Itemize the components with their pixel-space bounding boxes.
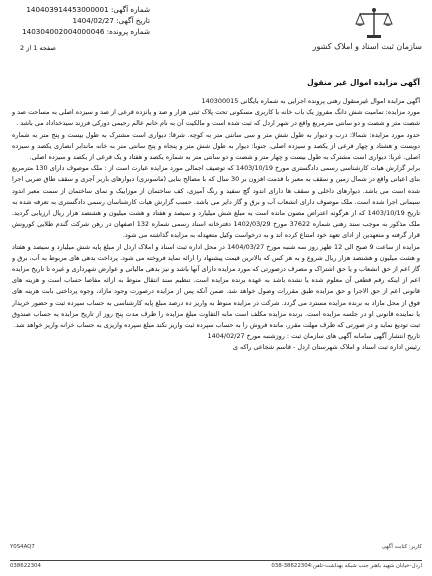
body-paragraph: حدود مورد مزایده: شمالا: درب و دیوار به طول شش متر و سی سانتی متر به کوچه. شرقا: دیواری است مشترک به طول بیست و پنج متر به شماره دویست و هشتاد و چهار فرعی از یکصد و سیزده اصلی. جنوبا: دیوار به طول شش متر و پنجاه و پنج سانتی متر به خانه ماندابر انصاری یکصد و سیزده اصلی. غربا: دیواری است مشترک به طول بیست و چهار متر و شصت و دو سانتی متر به شماره یکصد و هفتاد و یک فرعی از یکصد و سیزده اصلی.	[12, 130, 420, 162]
body-paragraph: مزایده از ساعت 9 صبح الی 12 ظهر روز سه شنبه مورخ 1404/03/27 در محل اداره ثبت اسناد و املاک اردل از مبلغ پایه شش میلیارد و سیصد و هفتاد و هشت میلیون و هشتصد هزار ریال شروع و به هر کس که بالاترین قیمت پیشنهاد را ارائه نماید فروخته می شود. پرداخت بدهی های مربوط به آب، برق و گاز اعم از حق انشعاب و یا حق اشتراک و مصرف درصورتی که مورد مزایده دارای آنها باشد و نیز بدهی مالیاتی و عوارض شهرداری و غیره تا تاریخ مزایده اعم از اینکه رقم قطعی آن معلوم شده یا نشده باشد به عهده برنده مزایده است. تنظیم سند انتقال منوط به ارائه مفاصا حساب است و هزینه های قانونی اعم از حق الاجرا و حق مزایده طبق مقررات وصول خواهد شد. ضمن آنکه پس از مزایده درصورت وجود مازاد، وجوه پرداختی بابت هزینه های فوق از محل مازاد به برنده مزایده مسترد می گردد. شرکت در مزایده منوط به واریز ده درصد مبلغ پایه کارشناسی به حساب سپرده ثبت و حضور خریدار یا نماینده قانونی او در جلسه مزایده است. برنده مزایده مکلف است مابه التفاوت مبلغ مزایده را ظرف مدت پنج روز از تاریخ مزایده به حساب صندوق ثبت تودیع نماید و در صورتی که ظرف مهلت مقرر، مانده فروش را به حساب سپرده ثبت واریز نکند مبلغ سپرده واریزی به حساب خزانه واریز خواهد شد.	[12, 242, 420, 330]
office-phone: 038622304	[10, 563, 41, 569]
org-logo	[307, 6, 422, 62]
publish-date-paragraph: تاریخ انتشار آگهی سامانه آگهی های سازمان ثبت : روزشنبه مورخ 1404/02/27	[207, 332, 420, 341]
case-number: 140304002004000046	[22, 27, 105, 36]
case-number-row	[20, 26, 150, 37]
notice-date: 1404/02/27	[72, 16, 114, 25]
body-paragraph: آگهی مزایده اموال غیرمنقول رهنی پرونده اجرایی به شماره بایگانی 140300015	[201, 97, 420, 105]
office-address: اردل-خیابان شهید باهنر جنب شبکه بهداشت-تلفن:38622304-038	[271, 563, 422, 569]
creator-label: کاربر: کتابت آگهی	[381, 544, 422, 550]
scales-of-justice-icon	[354, 6, 394, 40]
notice-date-label: تاریخ آگهی:	[116, 16, 150, 25]
page-number: صفحه 1 از 2	[20, 44, 56, 52]
org-name: سازمان ثبت اسناد و املاک کشور	[312, 42, 422, 51]
signature-paragraph: رئیس اداره ثبت اسناد و املاک شهرستان اردل - قاسم شجاعی راکه ی	[232, 343, 420, 352]
footer-divider	[10, 560, 422, 561]
notice-body	[12, 96, 420, 476]
notice-meta	[20, 4, 150, 54]
body-paragraph: برابر گزارش هیات کارشناسی رسمی دادگستری مورخ 1403/10/19 که توصیف اجمالی مورد مزایده عبارت است از : ملک موصوف دارای 130 مترمربع بنای اعیانی واقع در شمال زمین و سقف به معبر با قدمت افزون بر 30 سال که با مصالح بنایی (ماسونری) دیوارهای باربر آجری و سقف طاق ضربی اجرا شده است می باشد. دیوارهای داخلی و سقف ها دارای اندود گچ سفید و رنگ آمیزی، کف ساختمان از موزاییک و نمای ساختمان از سمت معبر اندود سیمانی اجرا شده است. ملک موصوف دارای انشعاب آب و برق و گاز دایر می باشد. حسب گزارش هیات کارشناسان رسمی دادگستری به تعرفه شده به تاریخ 1403/10/19 که از هرگونه اعتراض مصون مانده است به مبلغ شش میلیارد و سیصد و هفتاد و هشت میلیون و هشتصد هزار ریال ارزیابی گردید. ملک مذکور به موجب سند رهنی شماره 37622 مورخ 1402/03/29 دفترخانه اسناد رسمی شماره 132 اصفهان در رهن شرکت گندم طلایی کورونش قرار گرفته و متعهدین از ادای تعهد خود امتناع کرده اند و به درخواست وکیل متعهدله به مزایده گذاشته می شود.	[12, 164, 420, 240]
system-code: Y0S4AQ7	[10, 544, 35, 550]
notice-number-row	[20, 4, 150, 15]
case-number-label: شماره پرونده:	[106, 27, 150, 36]
notice-number: 140403914453000001	[26, 5, 109, 14]
notice-date-row	[20, 15, 150, 26]
notice-number-label: شماره آگهی:	[110, 5, 150, 14]
page-title: آگهی مزایده اموال غیر منقول	[307, 78, 420, 87]
body-paragraph: مورد مزایده: تمامیت شش دانگ مفروز یک باب خانه با کاربری مسکونی تحت پلاک ثبتی هزار و صد و پانزده فرعی از صد و سیزده اصلی به مساحت صد و شصت متر و شصت و دو سانتی مترمربع واقع در شهر اردل که ثبت شده است و مالکیت آن به نام خانم عالم رحیمی دورکی فرزند سیدخداداد می باشد .	[12, 108, 420, 128]
